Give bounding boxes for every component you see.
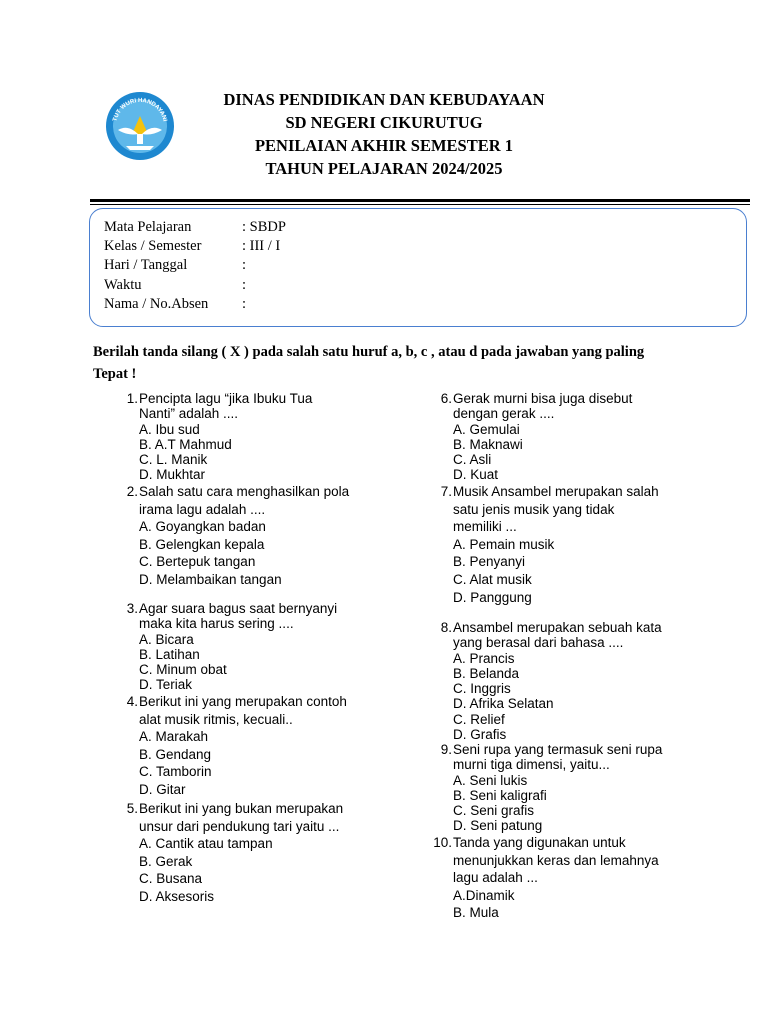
answer-option: B. Belanda: [453, 665, 520, 681]
question-text: dengan gerak ....: [453, 406, 555, 422]
answer-option: D. Seni patung: [453, 818, 543, 834]
question-text: unsur dari pendukung tari yaitu ...: [139, 818, 340, 834]
answer-option: D. Grafis: [453, 727, 507, 743]
info-label: Kelas / Semester: [104, 238, 202, 254]
question-text: menunjukkan keras dan lemahnya: [453, 852, 659, 868]
answer-option: C. Busana: [139, 871, 203, 887]
answer-option: A.Dinamik: [453, 887, 515, 903]
answer-option: B. Latihan: [139, 646, 200, 662]
answer-option: A. Bicara: [139, 631, 194, 647]
answer-option: C. Relief: [453, 711, 505, 727]
answer-option: B. Maknawi: [453, 436, 523, 452]
question-text: Nanti” adalah ....: [139, 406, 239, 422]
answer-option: D. Panggung: [453, 589, 532, 605]
svg-text:TUT WURI HANDAYANI: TUT WURI HANDAYANI: [112, 97, 168, 123]
info-row-time: [104, 276, 246, 295]
question-text: Berikut ini yang bukan merupakan: [139, 801, 344, 816]
answer-option: B. Seni kaligrafi: [453, 787, 547, 803]
question-number: 5.: [126, 801, 138, 816]
question-text: Berikut ini yang merupakan contoh: [139, 694, 347, 709]
answer-option: D. Melambaikan tangan: [139, 571, 282, 587]
question-text: Agar suara bagus saat bernyanyi: [139, 601, 338, 616]
answer-option: A. Cantik atau tampan: [139, 836, 273, 852]
question-number: 7.: [440, 484, 452, 499]
info-value: : SBDP: [242, 219, 286, 235]
info-label: Waktu: [104, 277, 142, 293]
answer-option: D. Kuat: [453, 467, 499, 483]
question-text: Pencipta lagu “jika Ibuku Tua: [139, 391, 313, 406]
answer-option: A. Marakah: [139, 729, 209, 745]
question-number: 10.: [433, 835, 452, 850]
answer-option: C. Seni grafis: [453, 803, 535, 819]
answer-option: C. Asli: [453, 452, 492, 468]
answer-option: D. Aksesoris: [139, 888, 215, 904]
question-number: 2.: [126, 484, 138, 499]
answer-option: B. Gendang: [139, 746, 212, 762]
answer-option: A. Gemulai: [453, 421, 520, 437]
question-text: Tanda yang digunakan untuk: [453, 835, 626, 850]
question-text: satu jenis musik yang tidak: [453, 501, 615, 517]
school-header: [150, 88, 618, 180]
info-value: :: [242, 277, 247, 293]
answer-option: D. Afrika Selatan: [453, 696, 554, 712]
info-label: Nama / No.Absen: [104, 296, 209, 312]
answer-option: D. Gitar: [139, 781, 186, 797]
header-divider-thick: [90, 199, 750, 202]
question-text: lagu adalah ...: [453, 870, 538, 886]
answer-option: A. Seni lukis: [453, 772, 528, 788]
answer-option: C. Inggris: [453, 681, 511, 697]
instruction-text: Berilah tanda silang ( X ) pada salah satu huruf a, b, c , atau d pada jawaban yang paling Tepat !: [93, 344, 645, 382]
answer-option: B. Gelengkan kepala: [139, 536, 265, 552]
question-text: maka kita harus sering ....: [139, 616, 294, 632]
header-line: TAHUN PELAJARAN 2024/2025: [265, 159, 503, 178]
question-number: 8.: [440, 620, 452, 635]
question-number: 9.: [440, 742, 452, 757]
question-number: 3.: [126, 601, 138, 616]
question-text: irama lagu adalah ....: [139, 501, 266, 517]
question-text: Salah satu cara menghasilkan pola: [139, 484, 350, 499]
answer-option: D. Mukhtar: [139, 467, 206, 483]
info-row-name: [104, 295, 246, 314]
info-row-subject: [104, 218, 286, 237]
info-value: : III / I: [242, 238, 281, 254]
header-line: SD NEGERI CIKURUTUG: [285, 113, 483, 132]
answer-option: B. Penyanyi: [453, 554, 526, 570]
answer-option: A. Prancis: [453, 650, 515, 666]
question-text: Musik Ansambel merupakan salah: [453, 484, 659, 499]
answer-option: C. L. Manik: [139, 452, 208, 468]
question-text: Seni rupa yang termasuk seni rupa: [453, 742, 663, 757]
info-label: Mata Pelajaran: [104, 219, 192, 235]
answer-option: B. A.T Mahmud: [139, 436, 232, 452]
answer-option: B. Gerak: [139, 853, 193, 869]
info-value: :: [242, 296, 247, 312]
question-number: 1.: [126, 391, 138, 406]
question-text: Ansambel merupakan sebuah kata: [453, 620, 662, 635]
answer-option: A. Pemain musik: [453, 536, 555, 552]
question-text: Gerak murni bisa juga disebut: [453, 391, 633, 406]
header-line: DINAS PENDIDIKAN DAN KEBUDAYAAN: [223, 90, 545, 109]
info-label: Hari / Tanggal: [104, 257, 188, 273]
answer-option: A. Goyangkan badan: [139, 519, 266, 535]
answer-option: C. Bertepuk tangan: [139, 554, 256, 570]
info-row-date: [104, 256, 246, 275]
question-text: yang berasal dari bahasa ....: [453, 635, 624, 651]
answer-option: C. Minum obat: [139, 662, 227, 678]
answer-option: A. Ibu sud: [139, 421, 200, 437]
question-number: 4.: [126, 694, 138, 709]
info-row-class: [104, 237, 280, 256]
info-value: :: [242, 257, 247, 273]
question-text: murni tiga dimensi, yaitu...: [453, 757, 610, 773]
answer-option: C. Alat musik: [453, 571, 532, 587]
header-line: PENILAIAN AKHIR SEMESTER 1: [254, 136, 514, 155]
answer-option: B. Mula: [453, 905, 499, 921]
header-divider-thin: [90, 204, 750, 205]
answer-option: D. Teriak: [139, 677, 193, 693]
question-text: memiliki ...: [453, 519, 517, 535]
answer-option: C. Tamborin: [139, 764, 212, 780]
question-text: alat musik ritmis, kecuali..: [139, 711, 293, 727]
question-number: 6.: [440, 391, 452, 406]
